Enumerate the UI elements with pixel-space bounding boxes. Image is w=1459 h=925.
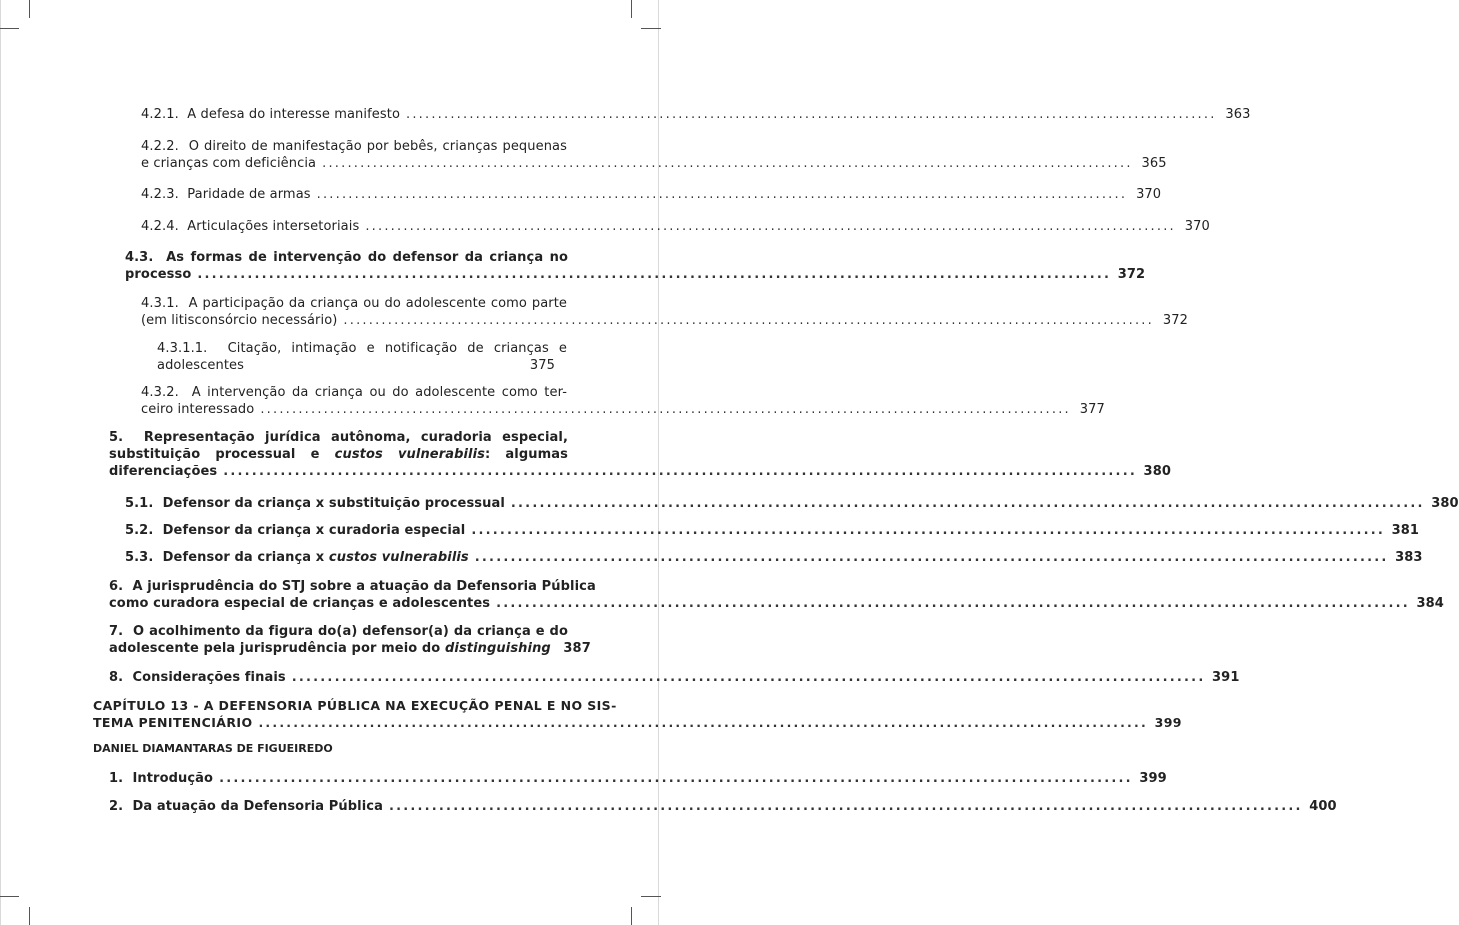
- dot-leader: ................................................................................................................................: [510, 496, 1425, 511]
- entry-title-line-2: e crianças com deficiência: [141, 156, 317, 171]
- entry-title-italic: custos vulnerabilis: [328, 550, 469, 565]
- entry-title-line-1: Citação, intimação e notificação de crianças e: [227, 341, 567, 356]
- dot-leader: ................................................................................................................................: [316, 187, 1128, 202]
- chapter-author: [93, 740, 568, 757]
- dot-leader: ................................................................................................................................: [291, 670, 1206, 685]
- entry-title: A defesa do interesse manifesto: [187, 107, 400, 122]
- entry-title-line-2a: substituição processual e: [109, 447, 335, 462]
- entry-title: Articulações intersetoriais: [187, 219, 360, 234]
- toc-entry-1[interactable]: [109, 770, 1167, 787]
- entry-title-line-1: As formas de intervenção do defensor da criança no: [166, 250, 568, 265]
- page-number: 370: [1184, 219, 1210, 234]
- entry-title-line-2: como curadora especial de crianças e adolescentes: [109, 596, 491, 611]
- entry-title-line-1: Representação jurídica autônoma, curadoria especial,: [143, 430, 568, 445]
- page-number: 372: [1117, 267, 1146, 282]
- entry-number: 1.: [109, 771, 124, 786]
- dot-leader: ................................................................................................................................: [223, 464, 1137, 479]
- dot-leader: ................................................................................................................................: [474, 550, 1389, 565]
- toc-chapter-13[interactable]: [93, 697, 1182, 731]
- page-number: 375: [529, 358, 555, 373]
- toc-entry-5-3[interactable]: [125, 549, 1423, 566]
- entry-number: 4.2.2.: [141, 139, 179, 154]
- entry-title: Defensor da criança x: [162, 550, 329, 565]
- toc-entry-4-3[interactable]: [125, 249, 1146, 283]
- toc-entry-4-2-1[interactable]: [141, 106, 1251, 123]
- dot-leader: ................................................................................................................................: [406, 107, 1217, 122]
- entry-number: 5.3.: [125, 550, 154, 565]
- entry-title: Defensor da criança x curadoria especial: [162, 523, 466, 538]
- entry-number: 4.3.2.: [141, 385, 179, 400]
- page-number: 391: [1212, 670, 1240, 685]
- dot-leader: ................................................................................................................................: [365, 219, 1176, 234]
- entry-number: 8.: [109, 670, 124, 685]
- dot-leader: ................................................................................................................................: [322, 156, 1133, 171]
- entry-title-line-2: (em litisconsórcio necessário): [141, 313, 338, 328]
- page-number: 383: [1395, 550, 1423, 565]
- page-number: 380: [1143, 464, 1171, 479]
- entry-number: 4.2.4.: [141, 219, 179, 234]
- entry-title-line-2: ceiro interessado: [141, 402, 255, 417]
- dot-leader: ................................................................................................................................: [260, 402, 1071, 417]
- toc-entry-4-2-3[interactable]: [141, 186, 1162, 203]
- page-number: 372: [1162, 313, 1188, 328]
- entry-title-line-2: adolescentes: [157, 358, 245, 373]
- entry-title-line-2-italic: custos vulnerabilis: [334, 447, 486, 462]
- page-number: 365: [1141, 156, 1167, 171]
- entry-title: Paridade de armas: [187, 187, 311, 202]
- dot-leader: ................................................................................................................................: [219, 771, 1133, 786]
- entry-number: 4.3.: [125, 250, 154, 265]
- toc-entry-5[interactable]: [109, 429, 1171, 480]
- page-number: 399: [1139, 771, 1167, 786]
- page-number: 400: [1309, 799, 1337, 814]
- toc-entry-7[interactable]: [109, 623, 591, 657]
- dot-leader: ................................................................................................................................: [343, 313, 1154, 328]
- entry-number: 5.: [109, 430, 124, 445]
- entry-title-line-2-italic: distinguishing: [444, 641, 551, 656]
- page-number: 377: [1079, 402, 1105, 417]
- toc-entry-2[interactable]: [109, 798, 1337, 815]
- dot-leader: ................................................................................................................................: [388, 799, 1303, 814]
- page-number: 381: [1391, 523, 1420, 538]
- page-number: 399: [1154, 715, 1182, 730]
- toc-entry-4-3-2[interactable]: [141, 384, 1105, 418]
- entry-title: Introdução: [132, 771, 214, 786]
- toc-entry-4-2-2[interactable]: [141, 138, 1167, 172]
- toc-entry-4-3-1[interactable]: [141, 295, 1188, 329]
- toc-entry-4-3-1-1[interactable]: [157, 340, 567, 374]
- entry-number: 4.3.1.1.: [157, 341, 208, 356]
- page-number: 384: [1416, 596, 1444, 611]
- entry-title-line-3: diferenciações: [109, 464, 218, 479]
- dot-leader: ................................................................................................................................: [496, 596, 1410, 611]
- entry-title-line-2: processo: [125, 267, 192, 282]
- entry-number: 4.2.3.: [141, 187, 179, 202]
- entry-number: 5.2.: [125, 523, 154, 538]
- entry-number: 7.: [109, 624, 124, 639]
- entry-title-line-2: adolescente pela jurisprudência por meio do: [109, 641, 445, 656]
- entry-number: 6.: [109, 579, 124, 594]
- entry-title-line-1: A intervenção da criança ou do adolescente como ter-: [191, 385, 567, 400]
- entry-title: Considerações finais: [132, 670, 286, 685]
- page-number: 380: [1431, 496, 1459, 511]
- chapter-title-line-1: CAPÍTULO 13 - A DEFENSORIA PÚBLICA NA EXECUÇÃO PENAL E NO SIS-: [93, 698, 617, 713]
- toc-entry-4-2-4[interactable]: [141, 218, 1210, 235]
- toc-entry-6[interactable]: [109, 578, 1444, 612]
- entry-number: 2.: [109, 799, 124, 814]
- entry-title: Da atuação da Defensoria Pública: [132, 799, 383, 814]
- page-number: 363: [1225, 107, 1251, 122]
- dot-leader: ................................................................................................................................: [471, 523, 1386, 538]
- entry-title-line-2c: : algumas: [485, 447, 568, 462]
- entry-title-line-1: A jurisprudência do STJ sobre a atuação da Defensoria Pública: [132, 579, 596, 594]
- dot-leader: ................................................................................................................................: [258, 715, 1148, 730]
- entry-number: 5.1.: [125, 496, 154, 511]
- entry-title: Defensor da criança x substituição processual: [162, 496, 505, 511]
- toc-entry-5-2[interactable]: [125, 522, 1420, 539]
- entry-number: 4.3.1.: [141, 296, 179, 311]
- entry-title-line-1: O direito de manifestação por bebês, crianças pequenas: [188, 139, 567, 154]
- entry-title-line-1: A participação da criança ou do adolescente como parte: [188, 296, 568, 311]
- page-number: 387: [563, 641, 591, 656]
- toc-entry-5-1[interactable]: [125, 495, 1459, 512]
- page-number: 370: [1136, 187, 1162, 202]
- dot-leader: ................................................................................................................................: [197, 267, 1112, 282]
- entry-title-line-1: O acolhimento da figura do(a) defensor(a) da criança e do: [133, 624, 568, 639]
- toc-entry-8[interactable]: [109, 669, 1240, 686]
- author-name: DANIEL DIAMANTARAS DE FIGUEIREDO: [93, 742, 333, 755]
- chapter-title-line-2: TEMA PENITENCIÁRIO: [93, 715, 253, 730]
- entry-number: 4.2.1.: [141, 107, 179, 122]
